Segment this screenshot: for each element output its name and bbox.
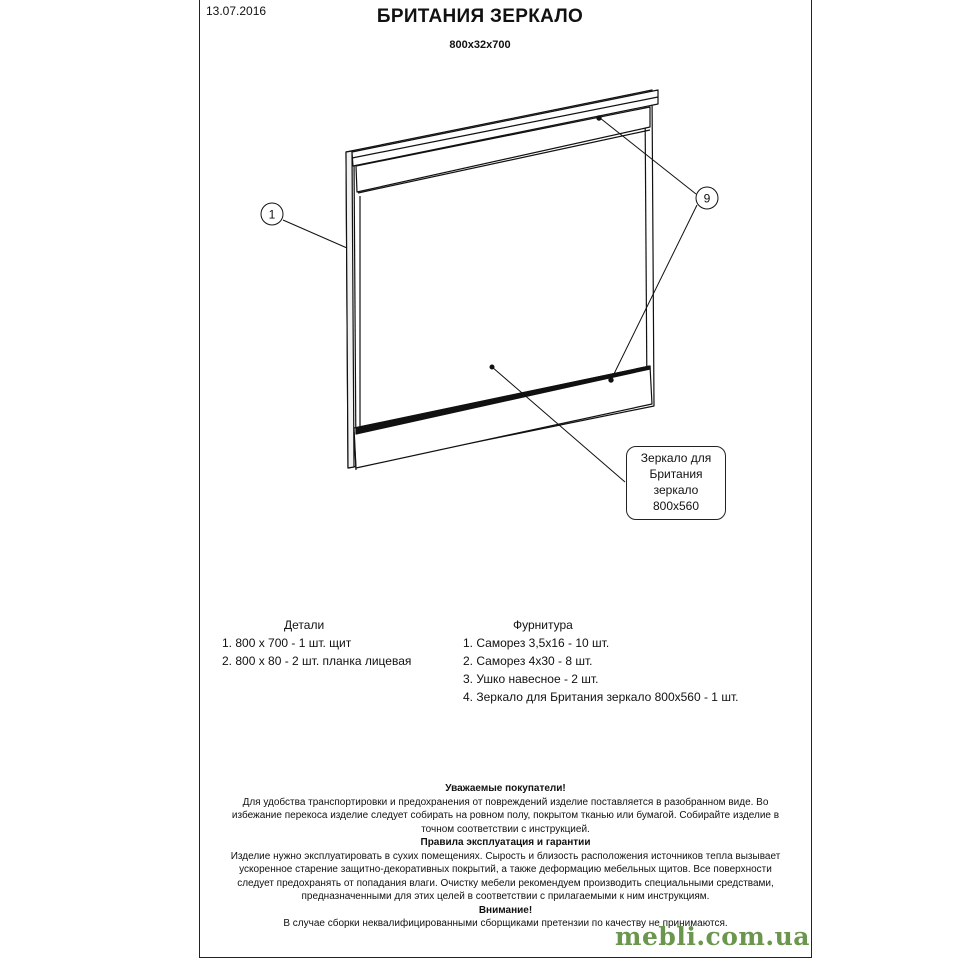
parts-list <box>222 616 411 670</box>
site-watermark: mebli.com.ua <box>615 922 810 951</box>
customer-notice <box>202 782 809 931</box>
mirror-callout-label <box>626 446 726 520</box>
customers-text-line: Для удобства транспортировки и предохранения от повреждений изделие поставляется в разобранном виде. Во <box>242 796 769 808</box>
customers-text-line: точном соответствии с инструкцией. <box>421 823 590 835</box>
rules-heading: Правила эксплуатация и гарантии <box>420 837 591 848</box>
document-date: 13.07.2016 <box>206 4 267 18</box>
page-title: БРИТАНИЯ ЗЕРКАЛО <box>376 6 584 27</box>
mirror-label-line: зеркало <box>653 483 699 497</box>
rules-text-line: ускоренное старение защитно-декоративных покрытий, а также деформацию мебельных щитов. Все поверхности <box>239 864 772 875</box>
mirror-label-line: 800х560 <box>652 499 700 513</box>
fittings-item: 1. Саморез 3,5х16 - 10 шт. <box>463 636 610 650</box>
customers-heading: Уважаемые покупатели! <box>445 783 566 794</box>
fittings-item: 3. Ушко навесное - 2 шт. <box>463 672 599 686</box>
mirror-label-line: Британия <box>649 467 703 481</box>
fittings-item: 2. Саморез 4х30 - 8 шт. <box>463 654 593 668</box>
customers-text-line: избежание перекоса изделие следует собирать на ровном полу, покрытом тканью или бумагой. Собирайте изделие в <box>231 810 780 821</box>
callout-number-9: 9 <box>703 191 711 206</box>
shield-edge-side <box>346 151 354 468</box>
fittings-heading: Фурнитура <box>513 618 573 632</box>
attention-text-line: В случае сборки неквалифицированными сборщиками претензии по качеству не принимаются. <box>283 918 728 929</box>
callout-number-1: 1 <box>268 207 276 222</box>
fittings-list <box>463 616 738 706</box>
fittings-item: 4. Зеркало для Британия зеркало 800х560 - 1 шт. <box>463 690 739 704</box>
parts-heading: Детали <box>284 618 325 632</box>
rules-text-line: следует предохранять от попадания влаги. Очистку мебели рекомендуем производить специальными средствами, <box>237 877 774 889</box>
rules-text-line: Изделие нужно эксплуатировать в сухих помещениях. Сырость и близость расположения источников тепла вызывает <box>230 850 781 862</box>
parts-item: 1. 800 х 700 - 1 шт. щит <box>222 636 352 650</box>
product-dimensions: 800х32х700 <box>449 39 511 51</box>
parts-item: 2. 800 х 80 - 2 шт. планка лицевая <box>222 654 412 668</box>
attention-heading: Внимание! <box>478 904 533 916</box>
mirror-label-line: Зеркало для <box>640 451 712 465</box>
rules-text-line: предназначенными для этих целей в соответствии с прилагаемыми к ним инструкциям. <box>301 891 710 902</box>
